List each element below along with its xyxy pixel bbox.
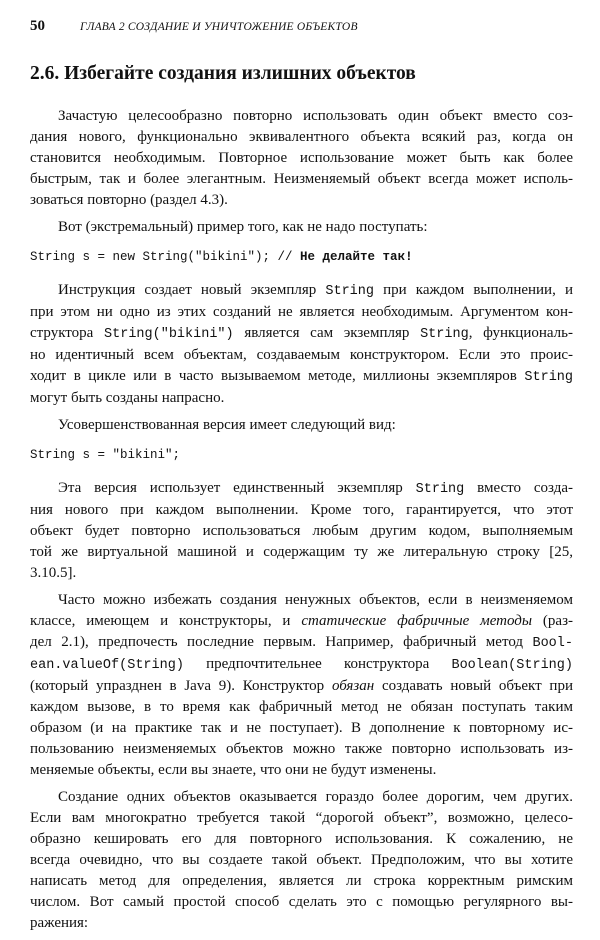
text-line (30, 280, 573, 302)
paragraph-6 (30, 590, 573, 781)
text-line (30, 611, 573, 632)
text-run: дел 2.1), предпочесть последние первым. Например, фабричный метод (30, 634, 533, 650)
code-comment: Не делайте так! (300, 250, 413, 264)
inline-code: ean.valueOf(String) (30, 658, 184, 673)
text-run: Эта версия использует единственный экземпляр (58, 480, 416, 496)
text-line: написать метод для определения, является ли строка корректным римским (30, 873, 573, 889)
text-line: Создание одних объектов оказывается гораздо более дорогим, чем других. (58, 789, 573, 805)
emphasis: статические фабричные методы (301, 613, 533, 629)
text-run: Инструкция создает новый экземпляр (58, 282, 326, 298)
code-text: String s = new String("bikini"); // (30, 250, 301, 264)
text-run: предпочтительнее конструктора (183, 656, 452, 672)
paragraph-7 (30, 787, 573, 934)
inline-code: Boolean(String) (451, 658, 573, 673)
text-line (30, 478, 573, 500)
text-line: той же виртуальной машиной и содержащим ту же литеральную строку [25, (30, 544, 573, 560)
paragraph-4 (30, 415, 573, 436)
text-run: структора (30, 325, 105, 341)
code-example-bad (30, 248, 573, 266)
text-line: образно кешировать его для повторного использования. К сожалению, не (30, 831, 573, 847)
running-header (30, 18, 573, 42)
code-example-good: String s = "bikini"; (30, 448, 181, 462)
body-text (30, 106, 573, 934)
text-line: пользованию неизменяемых объектов можно также повторно использовать из- (30, 741, 573, 757)
text-run: создавать новый объект при (374, 678, 573, 694)
text-line: дания нового, функционально эквивалентного объекта всякий раз, когда он (30, 129, 573, 145)
text-line: Если вам многократно требуется такой “дорогой объект”, возможно, целесо- (30, 810, 573, 826)
text-run: является сам экземпляр (233, 325, 421, 341)
text-line: Усовершенствованная версия имеет следующий вид: (58, 417, 396, 433)
inline-code: String (420, 327, 469, 342)
page-number: 50 (30, 18, 45, 34)
paragraph-1 (30, 106, 573, 211)
inline-code: String (415, 482, 465, 497)
text-line: Вот (экстремальный) пример того, как не надо поступать: (58, 219, 428, 235)
text-line: становится необходимым. Повторное использование может быть как более (30, 150, 573, 166)
inline-code: String("bikini") (104, 327, 234, 342)
text-run: (раз- (532, 613, 573, 629)
text-run: при каждом выполнении, и (373, 282, 573, 298)
text-line: ния нового при каждом выполнении. Кроме того, гарантируется, что этот (30, 502, 573, 518)
text-run: (который упразднен в Java 9). Конструктор (30, 678, 332, 694)
text-line (30, 676, 573, 697)
text-run: вместо созда- (464, 480, 573, 496)
paragraph-3 (30, 280, 573, 409)
text-run: , функциональ- (468, 325, 573, 341)
chapter-title: ГЛАВА 2 СОЗДАНИЕ И УНИЧТОЖЕНИЕ ОБЪЕКТОВ (80, 21, 358, 33)
text-line (30, 323, 573, 345)
text-line: быстрым, так и более элегантным. Неизменяемый объект всегда может исполь- (30, 171, 573, 187)
text-line: но идентичный всем объектам, создаваемым конструктором. Если это проис- (30, 347, 573, 363)
text-line: Зачастую целесообразно повторно использовать один объект вместо соз- (58, 108, 573, 124)
emphasis: обязан (331, 678, 375, 694)
text-run: ходит в цикле или в часто вызываемом методе, миллионы экземпляров (30, 368, 525, 384)
text-line: образом (и на практике так и не поступает). В дополнение к повторному ис- (30, 720, 573, 736)
text-line: зоваться повторно (раздел 4.3). (30, 192, 228, 208)
paragraph-5 (30, 478, 573, 584)
book-page (30, 18, 573, 940)
text-line: ражения: (30, 915, 89, 931)
inline-code: String (524, 370, 573, 385)
text-line: меняемые объекты, если вы знаете, что они не будут изменены. (30, 762, 437, 778)
text-line: каждом вызове, в то время как фабричный метод не обязан поступать таким (30, 699, 573, 715)
text-line: 3.10.5]. (30, 565, 77, 581)
text-line: всегда очевидно, что вы создаете такой объект. Предположим, что вы хотите (30, 852, 573, 868)
text-line (30, 632, 573, 654)
inline-code: String (325, 284, 374, 299)
section-title: 2.6. Избегайте создания излишних объектов (30, 63, 416, 84)
text-line (30, 366, 573, 388)
text-run: классе, имеющем и конструкторы, и (30, 613, 302, 629)
text-line: Часто можно избежать создания ненужных объектов, если в неизменяемом (58, 592, 573, 608)
paragraph-2 (30, 217, 573, 238)
text-line: могут быть созданы напрасно. (30, 390, 225, 406)
text-line: объект будет повторно использоваться любым другим кодом, выполняемым (30, 523, 573, 539)
text-line (30, 654, 573, 676)
text-line: числом. Вот самый простой способ сделать это с помощью регулярного вы- (30, 894, 573, 910)
inline-code: Bool- (532, 636, 573, 651)
text-line: при этом ни одно из этих созданий не является необходимым. Аргументом кон- (30, 304, 573, 320)
